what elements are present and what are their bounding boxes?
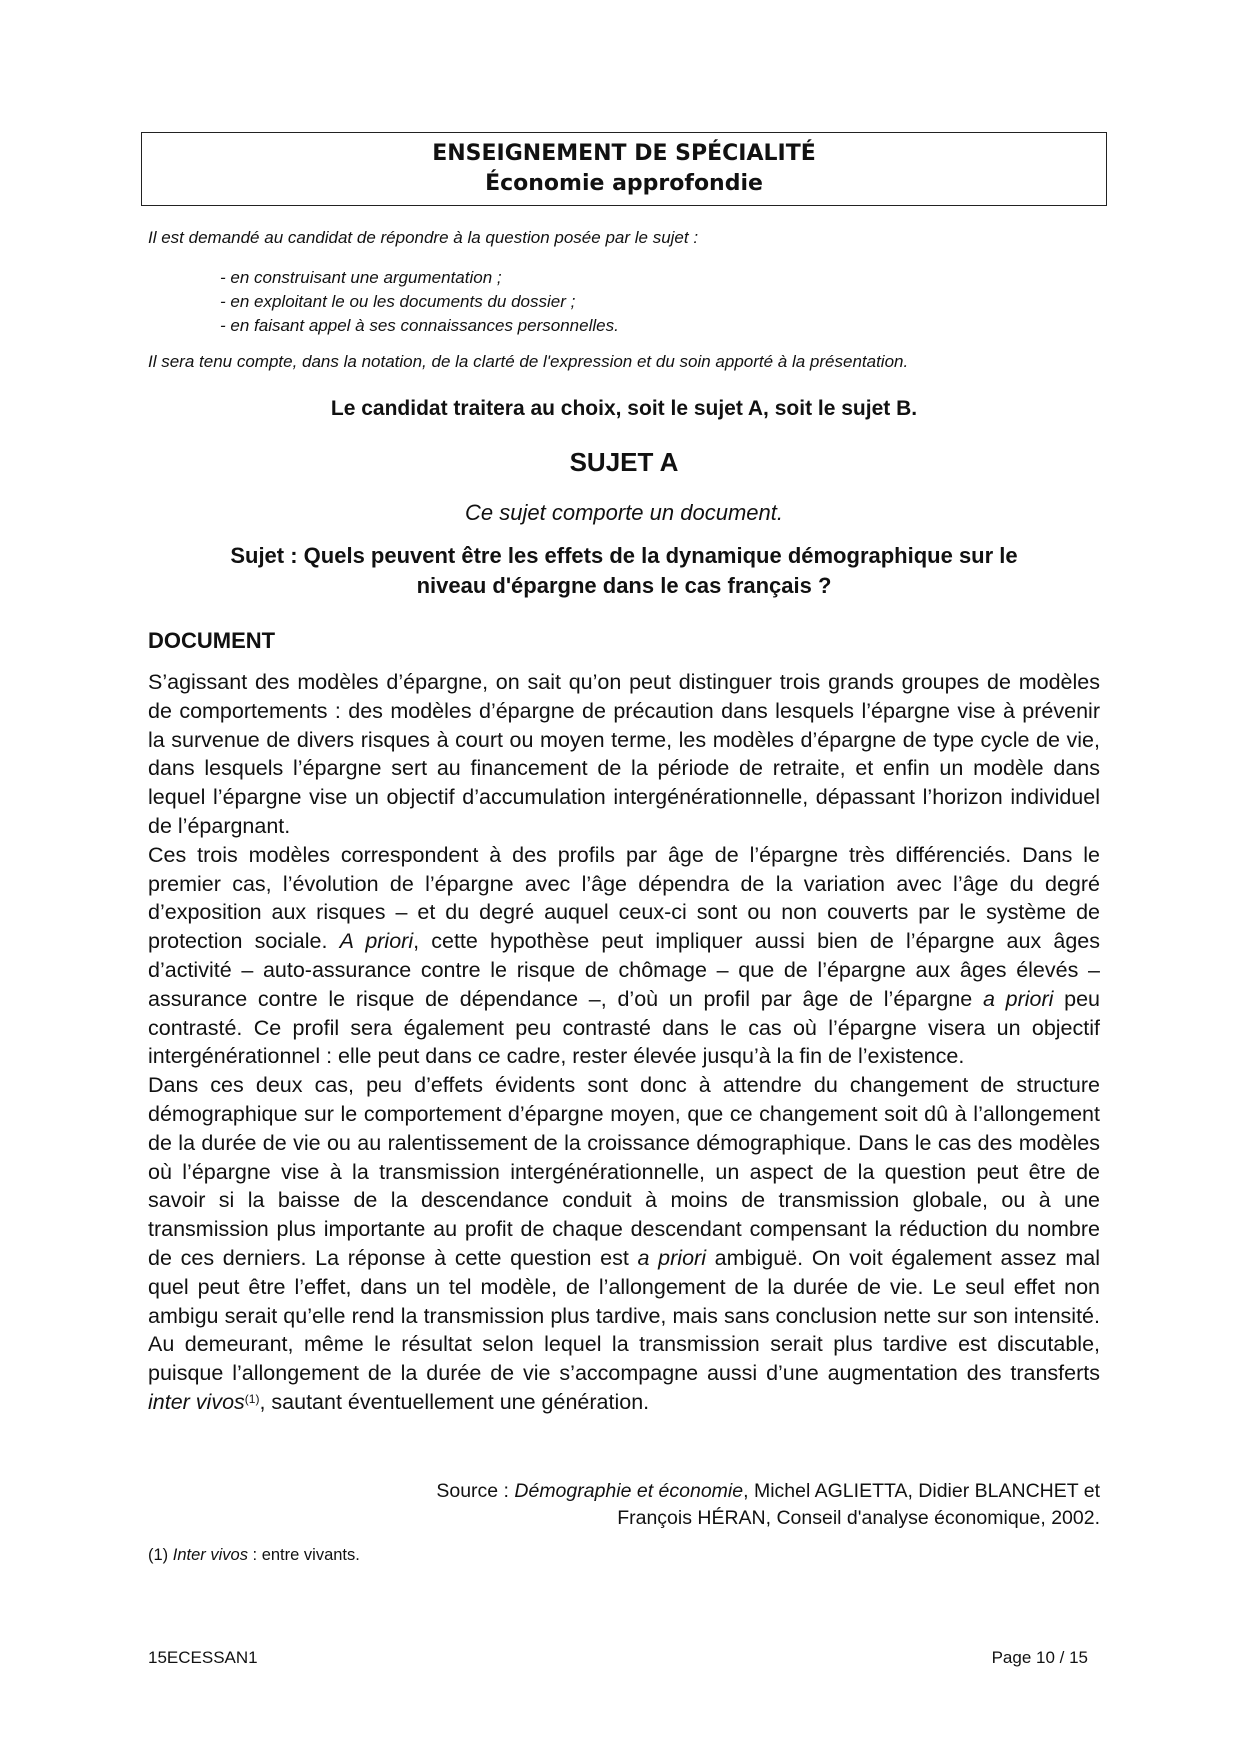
text-run-italic: a priori bbox=[982, 986, 1054, 1011]
text-run-italic: a priori bbox=[637, 1245, 706, 1270]
document-body bbox=[148, 668, 1100, 1417]
footnote-term: Inter vivos bbox=[172, 1546, 248, 1564]
source-citation bbox=[148, 1478, 1100, 1532]
footnote bbox=[148, 1544, 360, 1566]
text-run: , cette hypothèse peut impliquer aussi bien de l’épargne aux âges d’activité – auto-assurance contre le risque de chômage – que de l’épargne aux âges élevés – assurance contre le risque de dépendance –, d’où un profil par âge de l’épargne bbox=[148, 929, 1100, 1011]
footer-page-number: Page 10 / 15 bbox=[991, 1648, 1088, 1667]
source-line-1 bbox=[148, 1478, 1100, 1505]
text-run: Ces trois modèles correspondent à des profils par âge de l’épargne très différenciés. Dans le premier cas, l’évolution de l’épargne avec l’âge dépendra de la variation avec l’âge du degré d’exposition aux risques – et du degré auquel ceux-ci sont ou non couverts par le système de protection sociale. bbox=[148, 842, 1100, 954]
footnote-definition: : entre vivants. bbox=[247, 1546, 360, 1564]
text-run: , sautant éventuellement une génération. bbox=[259, 1389, 650, 1414]
text-run: ambiguë. On voit également assez mal quel peut être l’effet, dans un tel modèle, de l’allongement de la durée de vie. Le seul effet non ambigu serait qu’elle rend la transmission plus tardive, mais sans conclusion nette sur son intensité. Au demeurant, même le résultat selon lequel la transmission serait plus tardive est discutable, puisque l’allongement de la durée de vie s’accompagne aussi d’une augmentation des transferts bbox=[148, 1245, 1100, 1386]
footnote-number: (1) bbox=[148, 1546, 173, 1564]
document-label: DOCUMENT bbox=[148, 628, 276, 653]
instruction-item: - en faisant appel à ses connaissances personnelles. bbox=[220, 316, 619, 335]
question-line-1: Sujet : Quels peuvent être les effets de la dynamique démographique sur le bbox=[230, 543, 1018, 568]
document-paragraph-2 bbox=[148, 841, 1100, 1071]
source-line-2: François HÉRAN, Conseil d'analyse économique, 2002. bbox=[617, 1507, 1100, 1529]
sujet-question bbox=[141, 541, 1107, 601]
source-authors: , Michel AGLIETTA, Didier BLANCHET et bbox=[743, 1480, 1100, 1502]
question-line-2: niveau d'épargne dans le cas français ? bbox=[416, 573, 832, 598]
text-run-italic: A priori bbox=[339, 929, 414, 954]
document-paragraph-1: S’agissant des modèles d’épargne, on sait qu’on peut distinguer trois grands groupes de modèles de comportements : des modèles d’épargne de précaution dans lesquels l’épargne vise à prévenir la survenue de divers risques à court ou moyen terme, les modèles d’épargne de type cycle de vie, dans lesquels l’épargne sert au financement de la période de retraite, et enfin un modèle dans lequel l’épargne vise un objectif d’accumulation intergénérationnelle, dépassant l’horizon individuel de l’épargnant. bbox=[148, 670, 1100, 838]
source-title: Démographie et économie bbox=[514, 1480, 744, 1502]
header-subtitle: Économie approfondie bbox=[485, 171, 763, 196]
source-prefix: Source : bbox=[436, 1480, 515, 1502]
instructions-intro: Il est demandé au candidat de répondre à la question posée par le sujet : bbox=[148, 228, 699, 247]
instruction-item: - en construisant une argumentation ; bbox=[220, 268, 502, 287]
text-run-italic: inter vivos bbox=[148, 1389, 245, 1414]
instruction-item: - en exploitant le ou les documents du dossier ; bbox=[220, 292, 576, 311]
footnote-ref: (1) bbox=[244, 1391, 260, 1406]
sujet-subtitle: Ce sujet comporte un document. bbox=[465, 500, 783, 525]
footer-code: 15ECESSAN1 bbox=[148, 1648, 258, 1667]
header-box bbox=[141, 132, 1107, 206]
text-run: peu contrasté. Ce profil sera également peu contrasté dans le cas où l’épargne visera un objectif intergénérationnel : elle peut dans ce cadre, rester élevée jusqu’à la fin de l’existence. bbox=[148, 986, 1101, 1069]
choice-statement: Le candidat traitera au choix, soit le sujet A, soit le sujet B. bbox=[330, 397, 918, 420]
text-run: Dans ces deux cas, peu d’effets évidents sont donc à attendre du changement de structure démographique sur le comportement d’épargne moyen, que ce changement soit dû à l’allongement de la durée de vie ou au ralentissement de la croissance démographique. Dans le cas des modèles où l’épargne vise à la transmission intergénérationnelle, un aspect de la question peut être de savoir si la baisse de la descendance conduit à moins de transmission globale, ou à une transmission plus importante au profit de chaque descendant compensant la réduction du nombre de ces derniers. La réponse à cette question est bbox=[148, 1073, 1100, 1270]
instructions-notation: Il sera tenu compte, dans la notation, de la clarté de l'expression et du soin apporté à la présentation. bbox=[148, 352, 909, 371]
sujet-title: SUJET A bbox=[569, 447, 679, 477]
header-title: ENSEIGNEMENT DE SPÉCIALITÉ bbox=[432, 141, 816, 166]
document-paragraph-3 bbox=[148, 1071, 1100, 1417]
instructions-list bbox=[220, 266, 619, 338]
